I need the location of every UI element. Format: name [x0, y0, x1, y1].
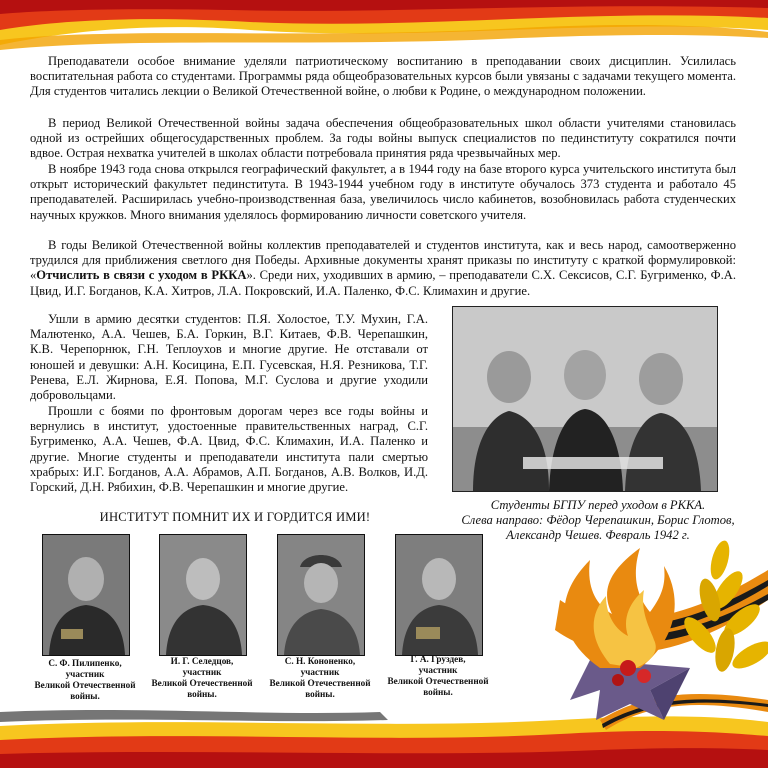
paragraph-patriotic-education: Преподаватели особое внимание уделяли патриотическому воспитанию в преподавании своих дисциплин. Усилилась воспитательная работа со студентами. Программы ряда общеобразовательных курсов были увязаны с задачами текущего момента. Для студентов читались лекции о Великой Отечественной войне, о любви к Родине, о международном положении. — [30, 54, 736, 99]
portrait-name: С. Ф. Пилипенко, — [48, 658, 122, 668]
portrait-event: Великой Отечественной — [34, 680, 136, 690]
portrait-photo — [42, 534, 130, 656]
caption-line-1: Студенты БГПУ перед уходом в РККА. — [490, 498, 706, 512]
portrait-event: Великой Отечественной — [269, 678, 371, 688]
portrait-role: участник — [300, 667, 340, 677]
portrait-art — [43, 535, 129, 655]
portrait-caption — [264, 656, 376, 700]
portrait-event-end: войны. — [305, 689, 335, 699]
paragraph-students-to-army: Ушли в армию десятки студентов: П.Я. Холостое, Т.У. Мухин, Г.А. Малютенко, А.А. Чешев, Б.А. Горкин, В.Г. Китаев, Ф.В. Черепашкин, К.В. Черепорнюк, Г.Н. Теплоухов и многие другие. Не отставали от юношей и девушки: А.Н. Косицина, Е.П. Гусевская, Н.Я. Резникова, Т.Г. Ренева, Е.Л. Жирнова, Е.Я. Попова, М.Г. Суслова и другие уходили добровольцами. — [30, 312, 428, 403]
remember-line: ИНСТИТУТ ПОМНИТ ИХ И ГОРДИТСЯ ИМИ! — [99, 510, 371, 524]
portrait-event: Великой Отечественной — [387, 676, 489, 686]
portrait-art — [396, 535, 482, 655]
rkka-text-start: В годы Великой Отечественной войны коллектив преподавателей и студентов института, как и весь народ, самоотверженно трудился для приближения светлого дня Победы. Архивные документы хранят приказы по институту с краткой формулировкой: « — [30, 238, 736, 283]
rkka-text-end: ». Среди них, уходивших в армию, – преподаватели С.Х. Сексисов, С.Г. Бугрименко, Ф.А. Цвид, И.Г. Богданов, К.А. Хитров, Л.А. Покровский, И.А. Паленко, Ф.С. Климахин и другие. — [30, 268, 737, 298]
portrait-role: участник — [65, 669, 105, 679]
top-banner — [0, 0, 768, 50]
portrait-photo — [159, 534, 247, 656]
paragraph-new-faculties: В ноябре 1943 года снова открылся географический факультет, а в 1944 году на базе второго курса учительского института был открыт исторический факультет пединститута. В 1943-1944 учебном году в институте обучалось 373 студента и работало 45 преподавателей. Расширилась учебно-производственная база, увеличилось число кабинетов, возобновилась работа студенческих научных кружков. Много внимания уделялось формированию личности советского учителя. — [30, 162, 736, 222]
portrait-photo — [277, 534, 365, 656]
bottom-banner — [0, 710, 768, 768]
portrait-photo — [395, 534, 483, 656]
portrait-art — [278, 535, 364, 655]
portrait-role: участник — [182, 667, 222, 677]
eternal-flame — [565, 548, 675, 668]
portrait-event: Великой Отечественной — [151, 678, 253, 688]
portrait-name: И. Г. Селедцов, — [170, 656, 234, 666]
portrait-caption — [146, 656, 258, 700]
paragraph-returned-and-fallen: Прошли с боями по фронтовым дорогам через все годы войны и вернулись в институт, удостоенные правительственных наград, С.Г. Бугрименко, А.А. Чешев, Ф.А. Цвид, Ф.С. Климахин, И.А. Паленко и другие. Многие студенты и преподаватели института пали смертью храбрых: И.Г. Богданов, А.А. Абрамов, А.П. Богданов, А.В. Волков, И.Д. Горский, Д.Н. Рябихин, Ф.В. Черепашкин и многие другие. — [30, 404, 428, 495]
laurel-branch — [679, 539, 768, 674]
group-photo-caption — [438, 498, 758, 543]
portrait-event-end: войны. — [70, 691, 100, 701]
students-group-photo-art — [453, 307, 717, 491]
portrait-event-end: войны. — [187, 689, 217, 699]
portrait-role: участник — [418, 665, 458, 675]
caption-line-2: Слева направо: Фёдор Черепашкин, Борис Глотов, — [461, 513, 735, 527]
paragraph-teacher-shortage: В период Великой Отечественной войны задача обеспечения общеобразовательных школ области учителями становилась одной из острейших общегосударственных проблем. За годы войны выпуск специалистов по пединституту сократился почти вдвое. Острая нехватка учителей в школах области потребовала принятия ряда чрезвычайных мер. — [30, 116, 736, 161]
portrait-name: С. Н. Кононенко, — [284, 656, 356, 666]
paragraph-rkka-orders — [30, 238, 736, 299]
portrait-name: Г. А. Груздев, — [410, 654, 466, 664]
portrait-art — [160, 535, 246, 655]
caption-line-3: Александр Чешев. Февраль 1942 г. — [506, 528, 690, 542]
portrait-caption — [382, 654, 494, 698]
rkka-order-formula: Отчислить в связи с уходом в РККА — [36, 268, 247, 283]
portrait-caption — [29, 658, 141, 702]
students-group-photo — [452, 306, 718, 492]
portrait-event-end: войны. — [423, 687, 453, 697]
